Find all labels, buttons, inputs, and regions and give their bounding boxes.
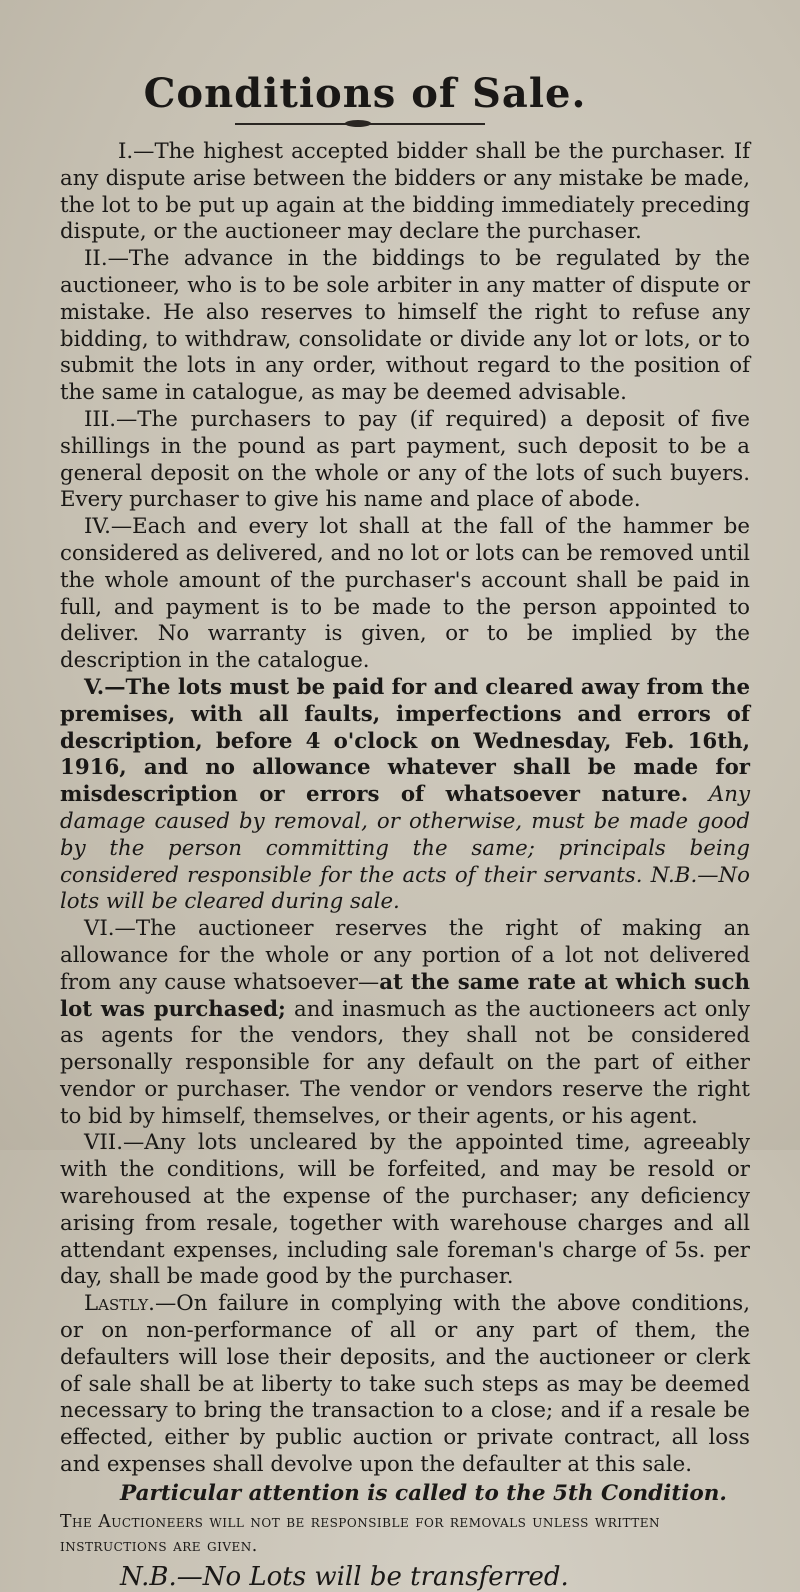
- page-title: Conditions of Sale.: [143, 70, 587, 117]
- condition-5-italic: Any damage caused by removal, or otherwise, must be made good by the person committing the same; principals being considered responsible for the acts of their servants. N.B.—No lots will be cleared during sale.: [60, 782, 750, 915]
- condition-6-start: VI.—The auctioneer reserves the right of making an allowance for the whole or any portion of a lot not delivered from any cause whatsoever—: [60, 916, 750, 995]
- auctioneers-warning: The Auctioneers will not be responsible for removals unless written instructions are given.: [60, 1511, 660, 1556]
- condition-5-main: V.—The lots must be paid for and cleared away from the premises, with all faults, imperfections and errors of description, before 4 o'clock on Wednesday, Feb. 16th, 1916, and no allowance whatever shall be made for misdescription or errors of whatsoever nature.: [60, 674, 750, 808]
- condition-2: II.—The advance in the biddings to be regulated by the auctioneer, who is to be sole arbiter in any matter of dispute or mistake. He also reserves to himself the right to refuse any bidding, to withdraw, consolidate or divide any lot or lots, or to submit the lots in any order, without regard to the position of the same in catalogue, as may be deemed advisable.: [60, 246, 750, 406]
- condition-7: VII.—Any lots uncleared by the appointed time, agreeably with the conditions, will be forfeited, and may be resold or warehoused at the expense of the purchaser; any deficiency arising from resale, together with warehouse charges and all attendant expenses, including sale foreman's charge of 5s. per day, shall be made good by the purchaser.: [60, 1130, 750, 1290]
- attention-note: Particular attention is called to the 5th Condition.: [120, 1480, 727, 1506]
- conditions-page: [60, 0, 750, 1590]
- lastly-text: —On failure in complying with the above conditions, or on non-performance of all or any part of them, the defaulters will lose their deposits, and the auctioneer or clerk of sale shall be at liberty to take such steps as may be deemed necessary to bring the transaction to a close; and if a resale be effected, either by public auction or private contract, all loss and expenses shall devolve upon the defaulter at this sale.: [60, 1291, 750, 1478]
- condition-3: III.—The purchasers to pay (if required) a deposit of five shillings in the pound as part payment, such deposit to be a general deposit on the whole or any of the lots of such buyers. Every purchaser to give his name and place of abode.: [60, 406, 750, 513]
- condition-5: [60, 675, 750, 916]
- condition-lastly: [60, 1291, 750, 1479]
- nb-note: N.B.—No Lots will be transferred.: [120, 1561, 569, 1592]
- ornamental-rule: [235, 123, 485, 125]
- condition-4: IV.—Each and every lot shall at the fall of the hammer be considered as delivered, and no lot or lots can be removed until the whole amount of the purchaser's account shall be paid in full, and payment is to be made to the person appointed to deliver. No warranty is given, or to be implied by the description in the catalogue.: [60, 514, 750, 674]
- condition-6-end: and inasmuch as the auctioneers act only as agents for the vendors, they shall not be considered personally responsible for any default on the part of either vendor or purchaser. The vendor or vendors reserve the right to bid by himself, themselves, or their agents, or his agent.: [60, 996, 750, 1129]
- condition-6: [60, 916, 750, 1130]
- lastly-lead: Lastly.: [84, 1291, 155, 1317]
- condition-1: I.—The highest accepted bidder shall be the purchaser. If any dispute arise between the bidders or any mistake be made, the lot to be put up again at the bidding immediately preceding dispute, or the auctioneer may declare the purchaser.: [60, 139, 750, 245]
- conditions-body: [60, 139, 750, 1590]
- condition-6-emphasis: at the same rate at which such lot was purchased;: [60, 969, 750, 1022]
